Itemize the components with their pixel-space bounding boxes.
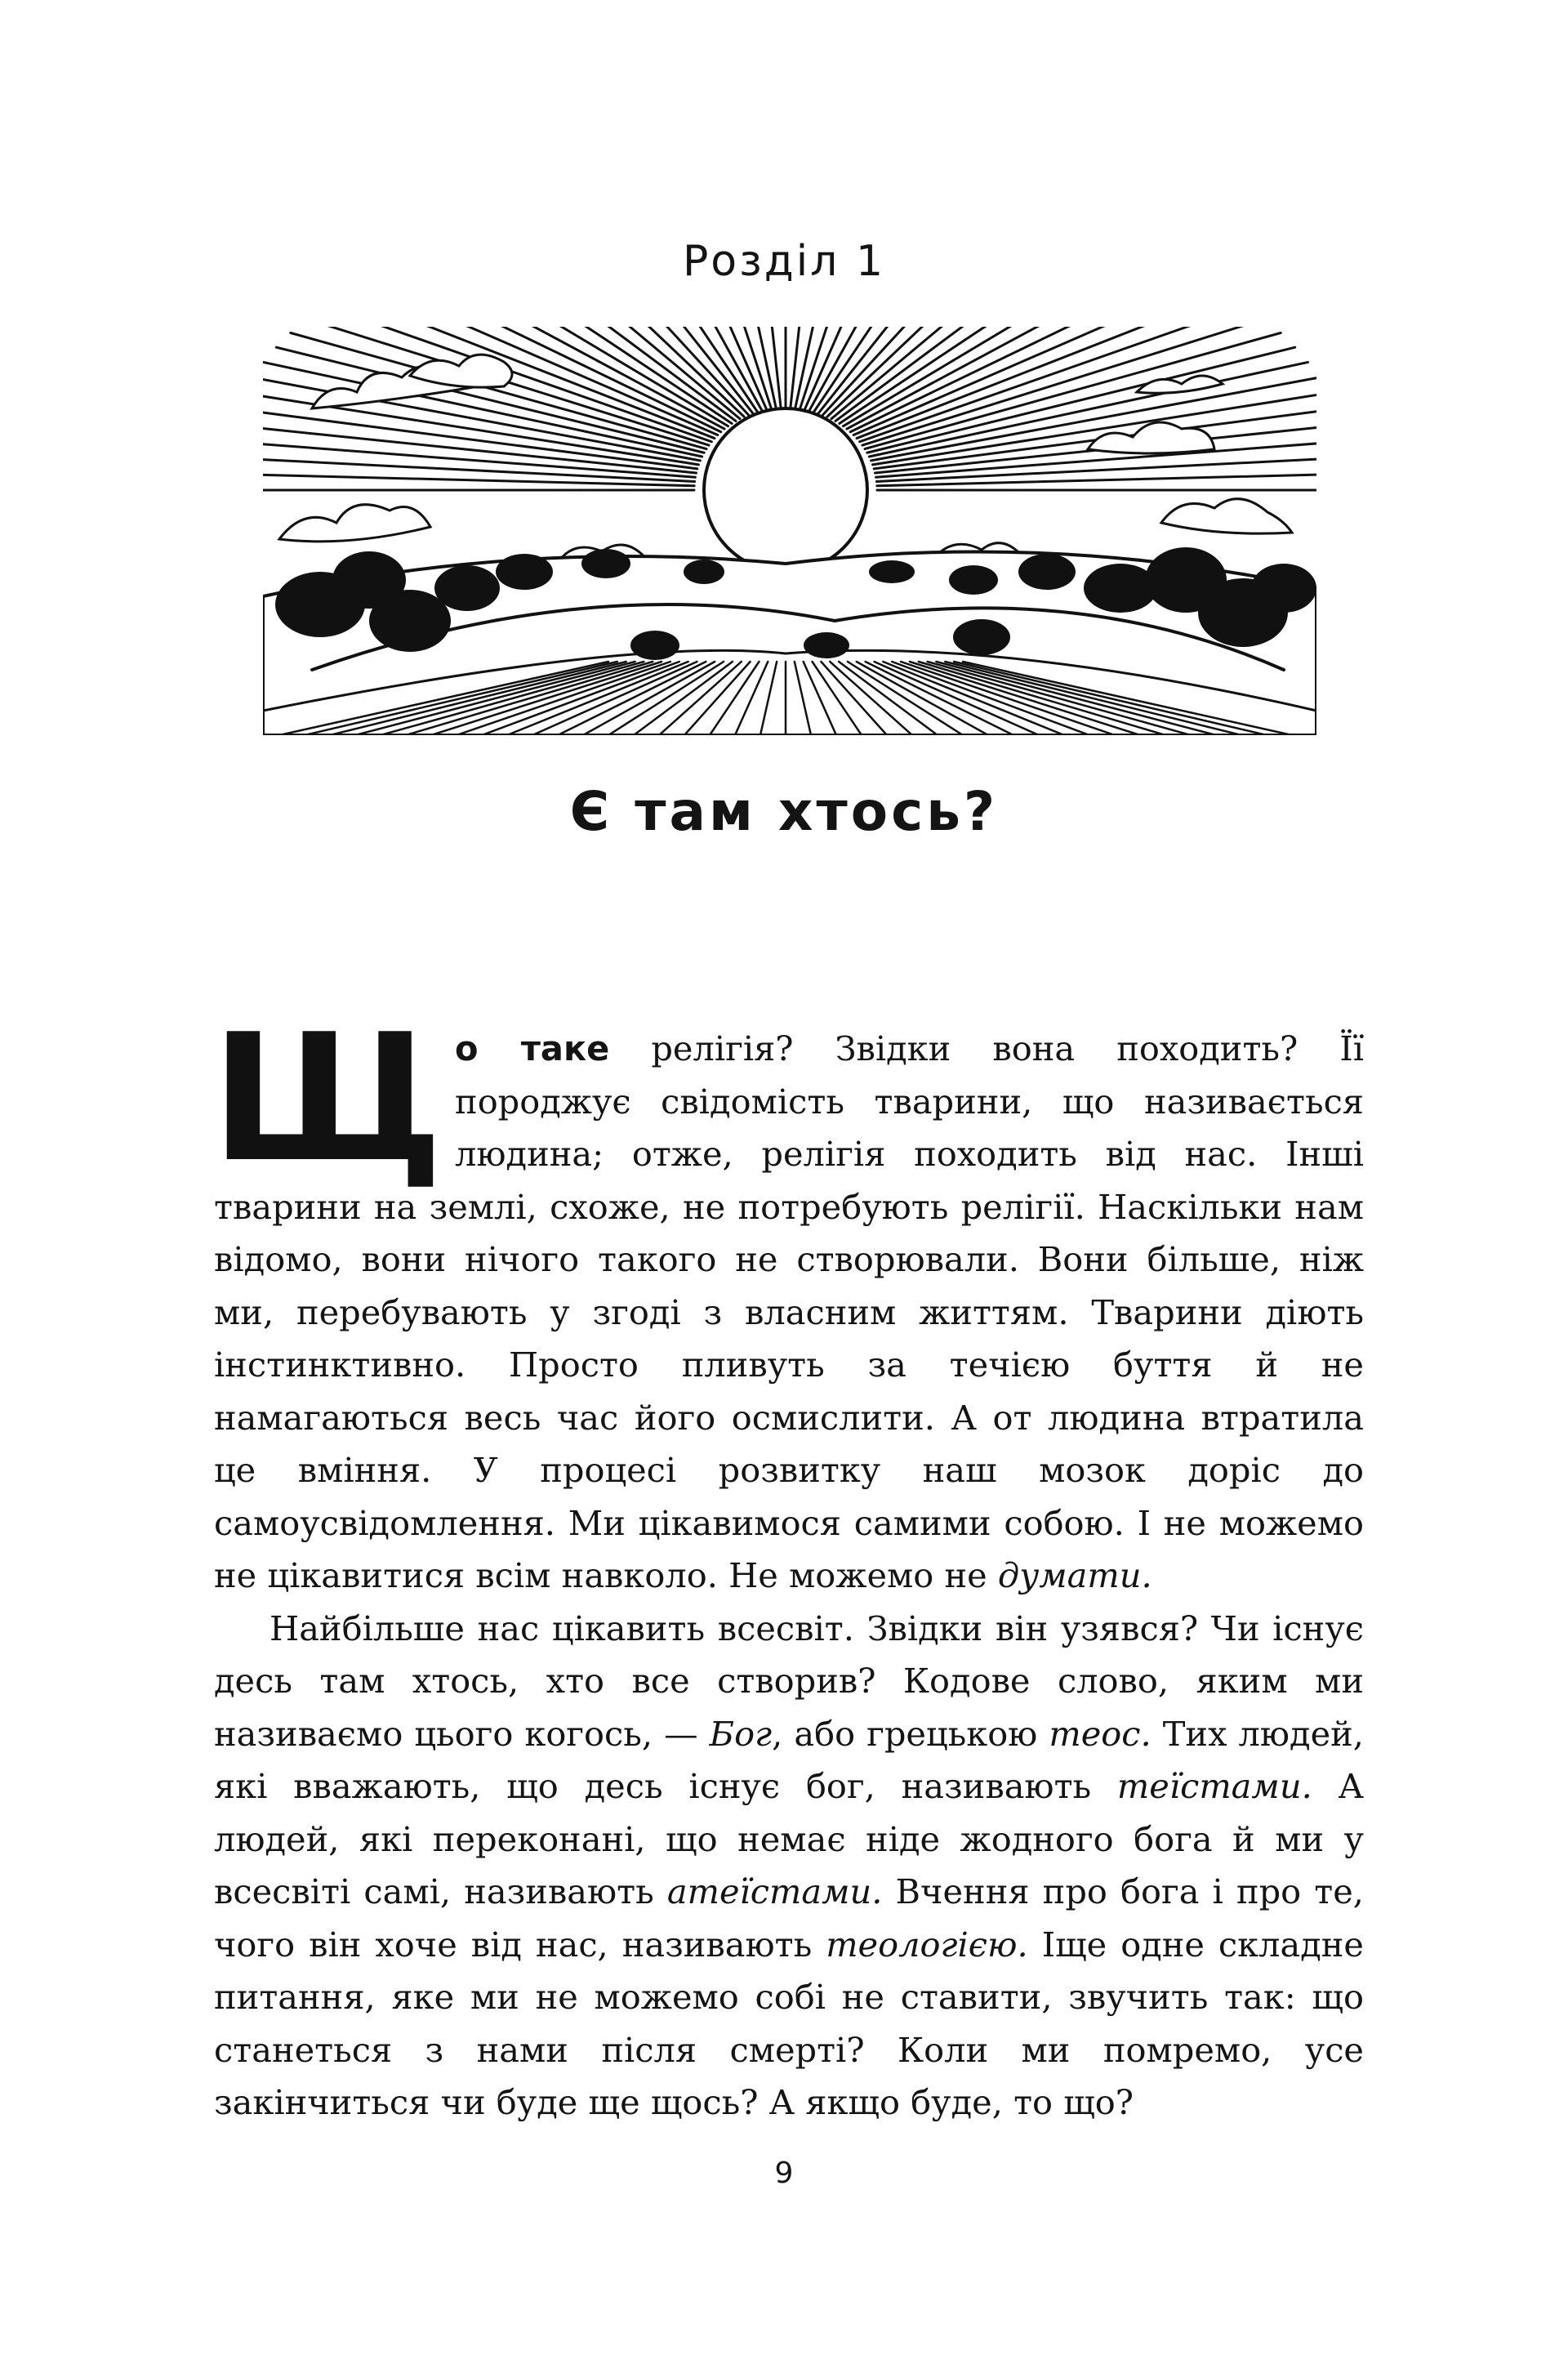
italic-term: теос. bbox=[1049, 1713, 1152, 1754]
sun-ray bbox=[809, 327, 933, 411]
sun-ray bbox=[795, 327, 845, 408]
italic-term: атеїстами. bbox=[666, 1871, 883, 1911]
lead-bold: о таке bbox=[455, 1028, 610, 1068]
paragraph-2-text: Тих людей, які вважають, що десь існує бог, називають bbox=[214, 1713, 1364, 1806]
paragraph-2-text: Іще одне складне питання, яке ми не можемо собі не ставити, звучить так: що станеться з нами після смерті? Коли ми помремо, усе закінчиться чи буде ще щось? А якщо буде, то що? bbox=[214, 1924, 1364, 2122]
sunrise-landscape-icon bbox=[263, 327, 1316, 735]
paragraph-1-text: релігія? Звідки вона походить? Її породжує свідомість тварини, що називається людина; отже, релігія походить від нас. Інші тварини на землі, схоже, не потребують релігії. Наскільки нам відомо, вони нічого такого не створювали. Вони більше, ніж ми, перебувають у згоді з власним життям. Тварини діють інстинктивно. Просто пливуть за течією буття й не намагаються весь час його осмислити. А от людина втратила це вміння. У процесі розвитку наш мозок доріс до самоусвідомлення. Ми цікавимося самими собою. І не можемо не цікавитися всім навколо. Не можемо не bbox=[214, 1028, 1364, 1595]
sun-ray bbox=[726, 327, 776, 408]
paragraph-1 bbox=[211, 996, 1364, 1603]
sun-ray bbox=[638, 327, 762, 411]
paragraph-2-text: Найбільше нас цікавить всесвіт. Звідки він узявся? Чи існує десь там хтось, хто все створив? Кодове слово, яким ми називаємо цього когось, — bbox=[214, 1608, 1364, 1754]
italic-term: Бог bbox=[709, 1713, 773, 1754]
body-text bbox=[211, 996, 1364, 2130]
page-number: 9 bbox=[774, 2157, 794, 2190]
italic-term: теологією. bbox=[826, 1924, 1028, 1965]
sun-ray bbox=[877, 474, 1316, 486]
paragraph-2-text: , або грецькою bbox=[772, 1713, 1049, 1754]
italic-term: теїстами. bbox=[1116, 1766, 1312, 1806]
sun-ray bbox=[843, 327, 1145, 426]
paragraph-2-text: Вчення про бога і про те, чого він хоче від нас, називають bbox=[214, 1871, 1364, 1965]
sun-ray bbox=[869, 362, 1307, 457]
sun-ray bbox=[263, 474, 694, 486]
sun-ray bbox=[865, 333, 1281, 449]
italic-term: думати. bbox=[997, 1555, 1152, 1595]
dropcap: Щ bbox=[211, 996, 444, 1201]
paragraph-2 bbox=[214, 1603, 1364, 2130]
chapter-title: Є там хтось? bbox=[569, 780, 999, 843]
chapter-label: Розділ 1 bbox=[682, 237, 886, 286]
paragraph-2-text: А людей, які переконані, що немає ніде жодного бога й ми у всесвіті самі, називають bbox=[214, 1766, 1364, 1911]
